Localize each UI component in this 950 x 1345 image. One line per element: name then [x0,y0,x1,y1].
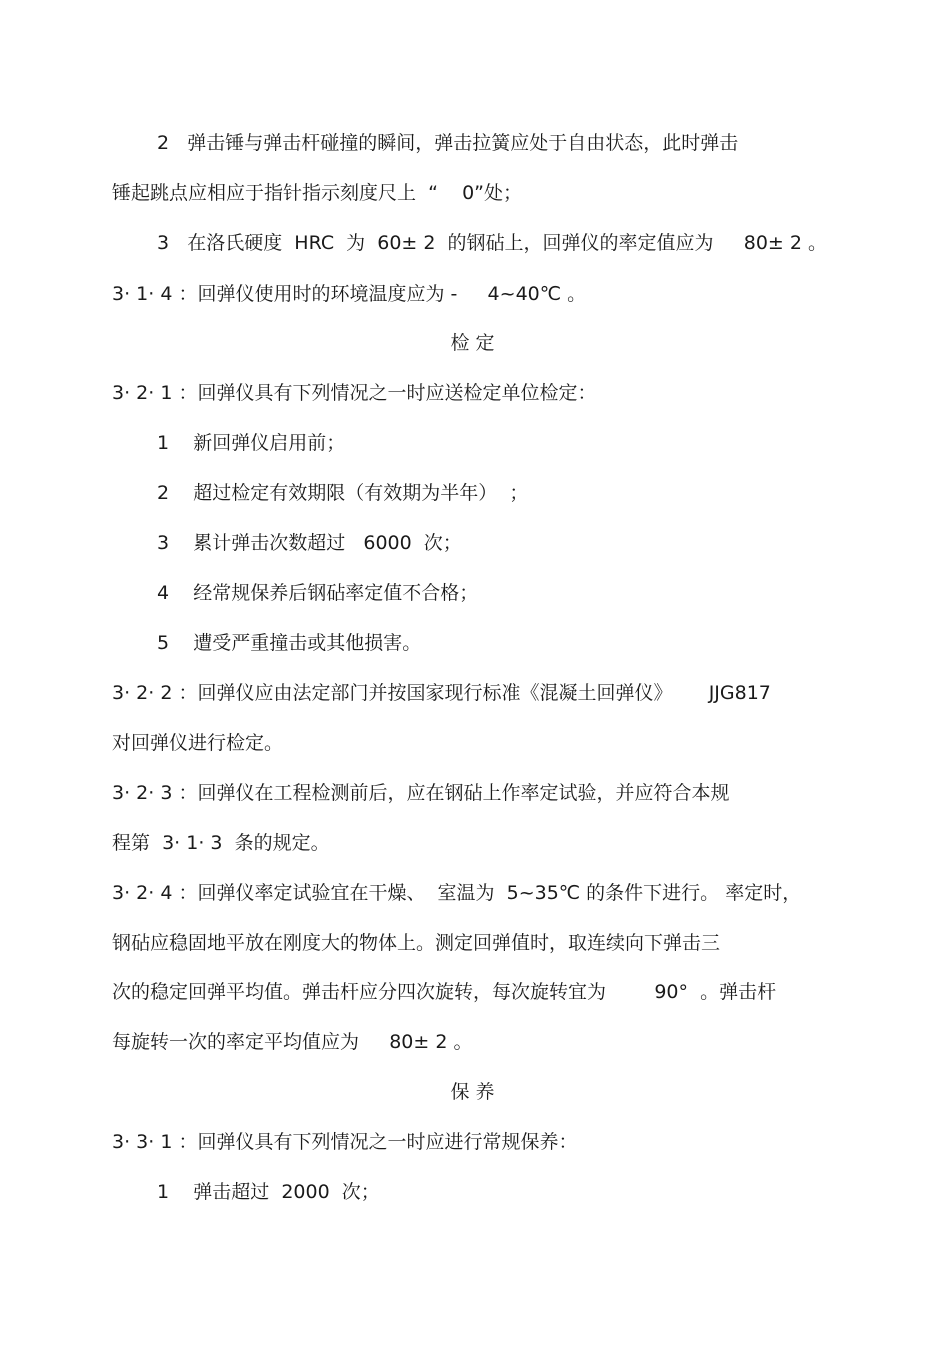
clause-3-2-4-line-2: 钢砧应稳固地平放在刚度大的物体上。测定回弹值时，取连续向下弹击三 [112,932,721,954]
list-item-2: 2 超过检定有效期限（有效期为半年） ； [157,482,529,504]
list-item-4: 4 经常规保养后钢砧率定值不合格； [157,582,479,604]
section-heading-verification: 检 定 [450,332,495,354]
list-item-5: 5 遭受严重撞击或其他损害。 [157,632,422,654]
clause-3-2-4-line-3: 次的稳定回弹平均值。弹击杆应分四次旋转，每次旋转宜为 90° 。弹击杆 [112,981,777,1003]
clause-3-1-4: 3· 1· 4 ：回弹仪使用时的环境温度应为 - 4~40℃ 。 [112,283,587,305]
clause-3-2-3: 3· 2· 3 ：回弹仪在工程检测前后，应在钢砧上作率定试验，并应符合本规 [112,782,730,804]
clause-3-2-3-continued: 程第 3· 1· 3 条的规定。 [112,832,330,854]
item-2-continued: 锤起跳点应相应于指针指示刻度尺上 “ 0”处； [112,182,523,204]
clause-3-2-4: 3· 2· 4 ：回弹仪率定试验宜在干燥、 室温为 5~35℃ 的条件下进行。 率定时， [112,882,802,904]
item-3-calibration-value: 3 在洛氏硬度 HRC 为 60± 2 的钢砧上，回弹仪的率定值应为 80± 2 。 [157,232,828,254]
list-item-1: 1 新回弹仪启用前； [157,432,346,454]
clause-3-3-1: 3· 3· 1 ：回弹仪具有下列情况之一时应进行常规保养： [112,1131,578,1153]
clause-3-2-1: 3· 2· 1 ：回弹仪具有下列情况之一时应送检定单位检定： [112,382,597,404]
item-2-hammer-collision: 2 弹击锤与弹击杆碰撞的瞬间，弹击拉簧应处于自由状态，此时弹击 [157,132,739,154]
clause-3-2-4-line-4: 每旋转一次的率定平均值应为 80± 2 。 [112,1031,473,1053]
clause-3-2-2-continued: 对回弹仪进行检定。 [112,732,284,754]
clause-3-2-2: 3· 2· 2 ：回弹仪应由法定部门并按国家现行标准《混凝土回弹仪》 JJG817 [112,682,771,704]
list-item-3: 3 累计弹击次数超过 6000 次； [157,532,462,554]
maintenance-item-1: 1 弹击超过 2000 次； [157,1181,380,1203]
section-heading-maintenance: 保 养 [450,1081,495,1103]
